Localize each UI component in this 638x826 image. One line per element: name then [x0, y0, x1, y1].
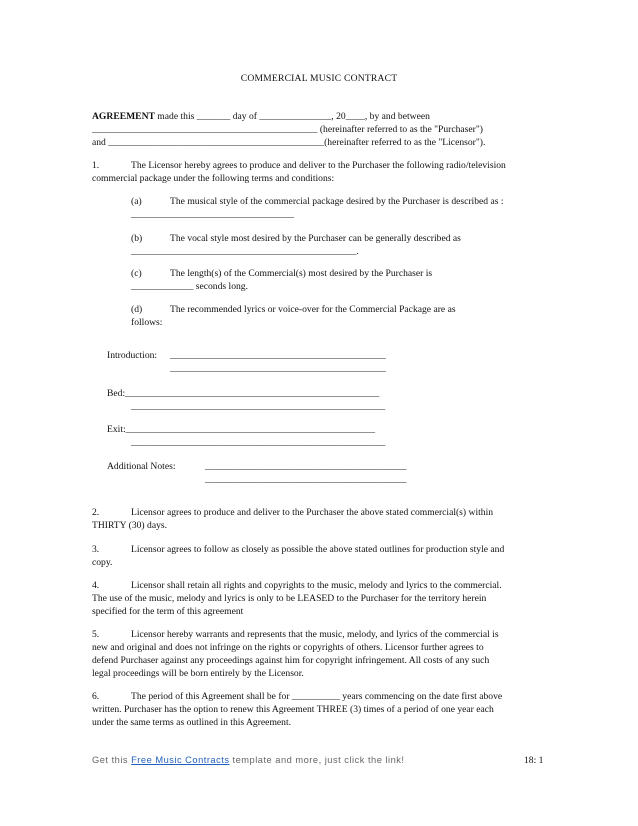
sub-b-label: (b): [131, 233, 143, 244]
clause-3-number: 3.: [92, 544, 100, 555]
sub-d-line-2: follows:: [131, 317, 163, 328]
footer-prefix: Get this: [92, 755, 132, 765]
purchaser-line: _______________________________________________ (hereinafter referred to as the "Purchaser"): [92, 124, 483, 135]
clause-5-line-3: defend Purchaser against any proceedings against him for copyright infringement. All costs of any such: [92, 655, 490, 666]
sub-b-line-1: The vocal style most desired by the Purchaser can be generally described as: [170, 233, 461, 244]
agreement-label: AGREEMENT: [92, 111, 155, 122]
clause-6-line-1: The period of this Agreement shall be for __________ years commencing on the date first above: [131, 691, 503, 702]
sub-d-label: (d): [131, 304, 143, 315]
clause-5-line-2: new and original and does not infringe on the rights or copyrights of others. Licensor further agrees to: [92, 642, 484, 653]
bed-line-1: Bed:_____________________________________________________: [107, 388, 380, 399]
licensor-line: and _____________________________________________(hereinafter referred to as the "Licensor").: [92, 137, 486, 148]
clause-3-line-2: copy.: [92, 557, 113, 568]
agreement-line: [92, 111, 430, 123]
exit-line-1: Exit:____________________________________________________: [107, 424, 376, 435]
sub-a-line-1: The musical style of the commercial package desired by the Purchaser is described as :: [170, 196, 504, 207]
bed-line-2: _____________________________________________________: [131, 401, 386, 412]
clause-2-line-2: THIRTY (30) days.: [92, 520, 168, 531]
additional-notes-blank-2: __________________________________________: [205, 474, 407, 485]
clause-1-number: 1.: [92, 160, 100, 171]
clause-2-number: 2.: [92, 507, 100, 518]
free-music-contracts-link[interactable]: Free Music Contracts: [131, 755, 230, 765]
clause-1-line-2: commercial package under the following terms and conditions:: [92, 173, 335, 184]
sub-c-line-1: The length(s) of the Commercial(s) most desired by the Purchaser is: [170, 268, 433, 279]
footer-promo: [92, 755, 404, 765]
exit-line-2: _____________________________________________________: [131, 437, 386, 448]
footer-suffix: template and more, just click the link!: [229, 755, 405, 765]
additional-notes-label: Additional Notes:: [107, 461, 176, 472]
clause-4-line-2: The use of the music, melody and lyrics is only to be LEASED to the Purchaser for the territory herein: [92, 593, 487, 604]
clause-6-line-3: under the same terms as outlined in this Agreement.: [92, 717, 292, 728]
additional-notes-blank-1: __________________________________________: [205, 461, 407, 472]
sub-a-label: (a): [131, 196, 142, 207]
page-title: COMMERCIAL MUSIC CONTRACT: [240, 73, 398, 84]
sub-c-label: (c): [131, 268, 142, 279]
sub-c-line-2: _____________ seconds long.: [131, 281, 248, 292]
sub-d-line-1: The recommended lyrics or voice-over for the Commercial Package are as: [170, 304, 456, 315]
page-number: 18: 1: [524, 755, 544, 766]
clause-2-line-1: Licensor agrees to produce and deliver to the Purchaser the above stated commercial(s) within: [131, 507, 494, 518]
clause-6-line-2: written. Purchaser has the option to renew this Agreement THREE (3) times of a period of one year each: [92, 704, 494, 715]
clause-4-line-3: specified for the term of this agreement: [92, 606, 244, 617]
introduction-blank-2: _____________________________________________: [170, 363, 386, 374]
clause-4-line-1: Licensor shall retain all rights and copyrights to the music, melody and lyrics to the commercial.: [131, 580, 502, 591]
clause-5-number: 5.: [92, 629, 100, 640]
introduction-label: Introduction:: [107, 350, 158, 361]
clause-6-number: 6.: [92, 691, 100, 702]
clause-5-line-4: legal proceedings will be born entirely by the Licensor.: [92, 668, 304, 679]
clause-4-number: 4.: [92, 580, 100, 591]
clause-5-line-1: Licensor hereby warrants and represents that the music, melody, and lyrics of the commercial is: [131, 629, 499, 640]
sub-b-line-2: _______________________________________________.: [131, 246, 359, 257]
introduction-blank-1: _____________________________________________: [170, 350, 386, 361]
clause-1-line-1: The Licensor hereby agrees to produce and deliver to the Purchaser the following radio/television: [131, 160, 506, 171]
clause-3-line-1: Licensor agrees to follow as closely as possible the above stated outlines for production style and: [131, 544, 505, 555]
sub-a-line-2: __________________________________: [131, 209, 295, 220]
agreement-text: made this _______ day of _______________, 20____, by and between: [154, 111, 430, 122]
